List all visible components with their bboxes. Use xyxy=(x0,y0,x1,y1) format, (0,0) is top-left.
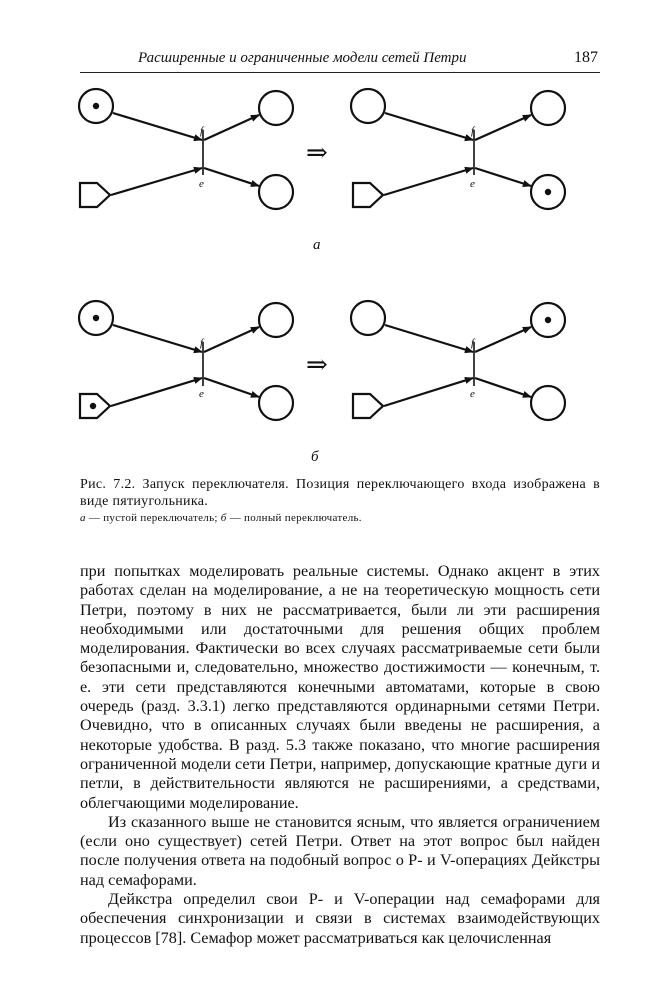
figure-legend xyxy=(80,512,600,524)
figure-caption: Рис. 7.2. Запуск переключателя. Позиция переключающего входа изображена в виде пятиугольника. xyxy=(80,477,600,509)
place-output-bottom xyxy=(259,386,293,420)
place-output-bottom xyxy=(259,175,293,209)
legend-b-letter: б xyxy=(220,512,227,524)
arc-switch-to-e xyxy=(384,378,473,406)
label-e: e xyxy=(199,388,204,400)
place-output-top xyxy=(531,91,565,125)
switch-place-pentagon xyxy=(353,183,383,207)
part-a-label: a xyxy=(313,237,321,253)
label-e: e xyxy=(199,178,204,190)
label-e: e xyxy=(470,178,475,190)
token xyxy=(93,315,99,321)
paragraph: при попытках моделировать реальные системы. Однако акцент в этих работах сделан на моделирование, а не на теоретическую мощность сети Петри, поэтому в них не рассматривается, были ли эти расширения необходимыми или достаточными для решения общих проблем моделирования. Фактически во всех случаях рассматриваемые сети были безопасными и, следовательно, множество достижимости — конечным, т. е. эти сети представляются конечными автоматами, которые в свою очередь (разд. 3.3.1) легко представляются ординарными сетями Петри. Очевидно, что в описанных случаях были введены не расширения, а некоторые удобства. В разд. 5.3 также показано, что многие расширения ограниченной модели сети Петри, например, допускающие кратные дуги и петли, в действительности являются не расширениями, а средствами, облегчающими моделирование. xyxy=(80,562,600,812)
arc-e-to-output-bottom xyxy=(204,168,259,186)
label-f: f xyxy=(200,337,204,349)
arc-e-to-output-bottom xyxy=(475,168,531,186)
page-number: 187 xyxy=(574,49,598,66)
part-b-label: б xyxy=(311,449,319,465)
label-f: f xyxy=(200,125,204,137)
label-f: f xyxy=(471,337,475,349)
arc-f-to-output-top xyxy=(204,115,259,140)
arc-e-to-output-bottom xyxy=(204,378,259,397)
net-b-before xyxy=(79,301,293,420)
arc-switch-to-e xyxy=(384,168,473,195)
arc-f-to-output-top xyxy=(475,327,531,352)
legend-a-text: — пустой переключатель; xyxy=(85,512,221,524)
place-input-empty xyxy=(351,89,385,123)
place-output-top xyxy=(259,303,293,337)
label-e: e xyxy=(470,388,475,400)
arc-e-to-output-bottom xyxy=(475,378,531,397)
arc-switch-to-e xyxy=(111,378,202,406)
arc-switch-to-e xyxy=(111,168,202,195)
arc-f-to-output-top xyxy=(204,327,259,352)
implication-arrow-a: ⇒ xyxy=(306,138,328,167)
token xyxy=(545,317,551,323)
place-output-top xyxy=(259,91,293,125)
arc-input-to-f xyxy=(113,113,202,140)
place-output-bottom xyxy=(531,386,565,420)
net-a-after xyxy=(351,89,565,209)
net-a-before xyxy=(79,89,293,209)
legend-a-letter: а xyxy=(80,512,86,524)
arc-input-to-f xyxy=(113,325,202,352)
arc-f-to-output-top xyxy=(475,115,531,140)
legend-b-text: — полный переключатель. xyxy=(226,512,362,524)
switch-place-pentagon xyxy=(80,183,110,207)
token xyxy=(90,403,96,409)
token xyxy=(545,189,551,195)
arc-input-to-f xyxy=(385,113,473,140)
label-f: f xyxy=(471,125,475,137)
implication-arrow-b: ⇒ xyxy=(306,350,328,379)
net-b-after xyxy=(351,301,565,420)
figure-7-2 xyxy=(0,0,652,480)
paragraph: Из сказанного выше не становится ясным, что является ограничением (если оно существует) сетей Петри. Ответ на этот вопрос был найден после получения ответа на подобный вопрос о P- и V-операциях Дейкстры над семафорами. xyxy=(80,812,600,889)
arc-input-to-f xyxy=(385,325,473,352)
token xyxy=(93,103,99,109)
body-text xyxy=(80,562,600,948)
place-input-empty xyxy=(351,301,385,335)
paragraph: Дейкстра определил свои P- и V-операции над семафорами для обеспечения синхронизации и связи в системах взаимодействующих процессов [78]. Семафор может рассматриваться как целочисленная xyxy=(80,890,600,947)
running-title: Расширенные и ограниченные модели сетей Петри xyxy=(138,50,467,66)
switch-place-pentagon xyxy=(353,394,383,418)
